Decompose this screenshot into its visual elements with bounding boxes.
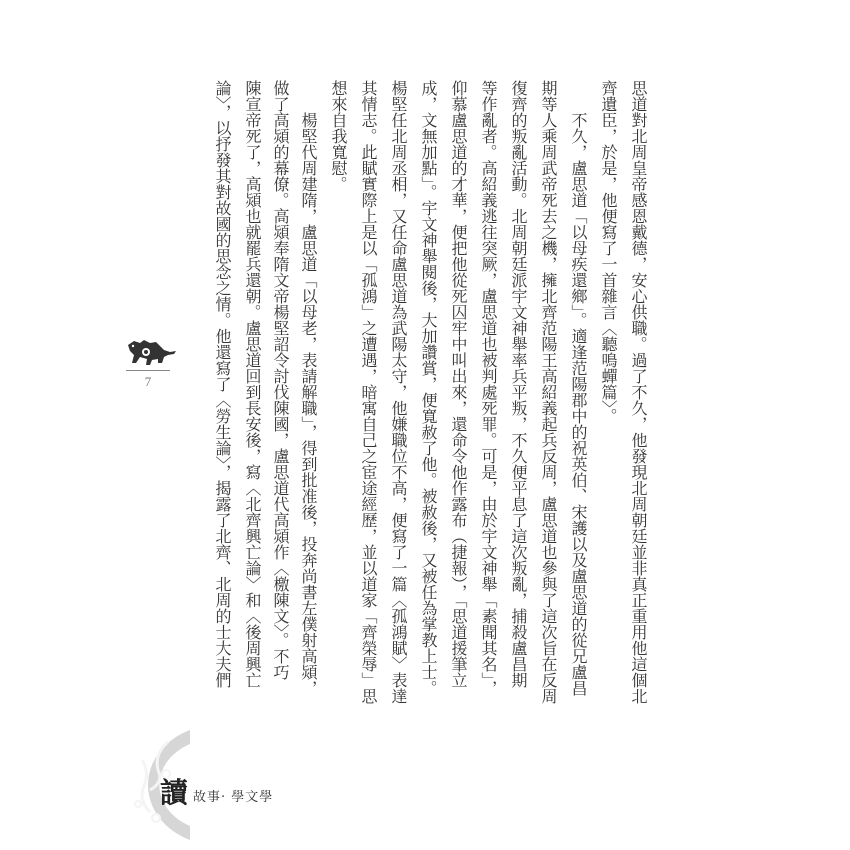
series-title: 故事· 學文學	[193, 790, 274, 805]
page-number: 7	[144, 374, 152, 389]
text-column-4: 期等人乘周武帝死去之機，擁北齊范陽王高紹義起兵反周，盧思道也參與了這次旨在反周	[539, 80, 558, 704]
text-column-6: 等作亂者。高紹義逃往突厥，盧思道也被判處死罪。可是，由於宇文神舉「素聞其名」，	[479, 80, 498, 696]
series-logo-char: 讀	[160, 776, 189, 809]
text-column-11: 想來自我寬慰。	[329, 80, 348, 192]
text-column-10: 其情志。此賦實際上是以「孤鴻」之遭遇，暗寓自己之宦途經歷，並以道家「齊榮辱」思	[359, 80, 378, 704]
text-column-9: 楊堅任北周丞相，又任命盧思道為武陽太守，他嫌職位不高，便寫了一篇〈孤鴻賦〉表達	[389, 80, 408, 704]
text-column-13: 做了高熲的幕僚。高熲奉隋文帝楊堅詔令討伐陳國，盧思道代高熲作〈檄陳文〉。不巧	[271, 80, 290, 680]
text-column-2: 齊遺臣，於是，他便寫了一首雜言〈聽鳴蟬篇〉。	[599, 80, 618, 424]
text-column-8: 成，文無加點」。宇文神舉閱後，大加讚賞，便寬赦了他。被赦後，又被任為掌教上士。	[419, 80, 438, 696]
text-column-1: 思道對北周皇帝感恩戴德，安心供職。過了不久，他發現北周朝廷並非真正重用他這個北	[629, 80, 648, 704]
text-column-7: 仰慕盧思道的才華，便把他從死囚牢中叫出來，還命令他作露布（捷報），「思道援筆立	[449, 80, 468, 688]
text-column-5: 復齊的叛亂活動。北周朝廷派宇文神舉率兵平叛，不久便平息了這次叛亂，捕殺盧昌期	[509, 80, 528, 688]
text-column-14: 陳宣帝死了，高熲也就罷兵還朝。盧思道回到長安後，寫〈北齊興亡論〉和〈後周興亡	[243, 80, 262, 688]
text-column-3: 不久，盧思道「以母疾還鄉」。適逢范陽郡中的祝英伯、宋護以及盧思道的從兄盧昌	[569, 112, 588, 696]
text-column-12: 楊堅代周建隋，盧思道「以母老，表請解職」，得到批准後，投奔尚書左僕射高熲，	[299, 112, 318, 696]
text-column-15: 論〉，以抒發其對故國的思念之情。他還寫了〈勞生論〉，揭露了北齊、北周的士大夫們	[213, 80, 232, 688]
beast-emblem-icon	[124, 335, 178, 369]
page-number-rule	[126, 370, 170, 371]
